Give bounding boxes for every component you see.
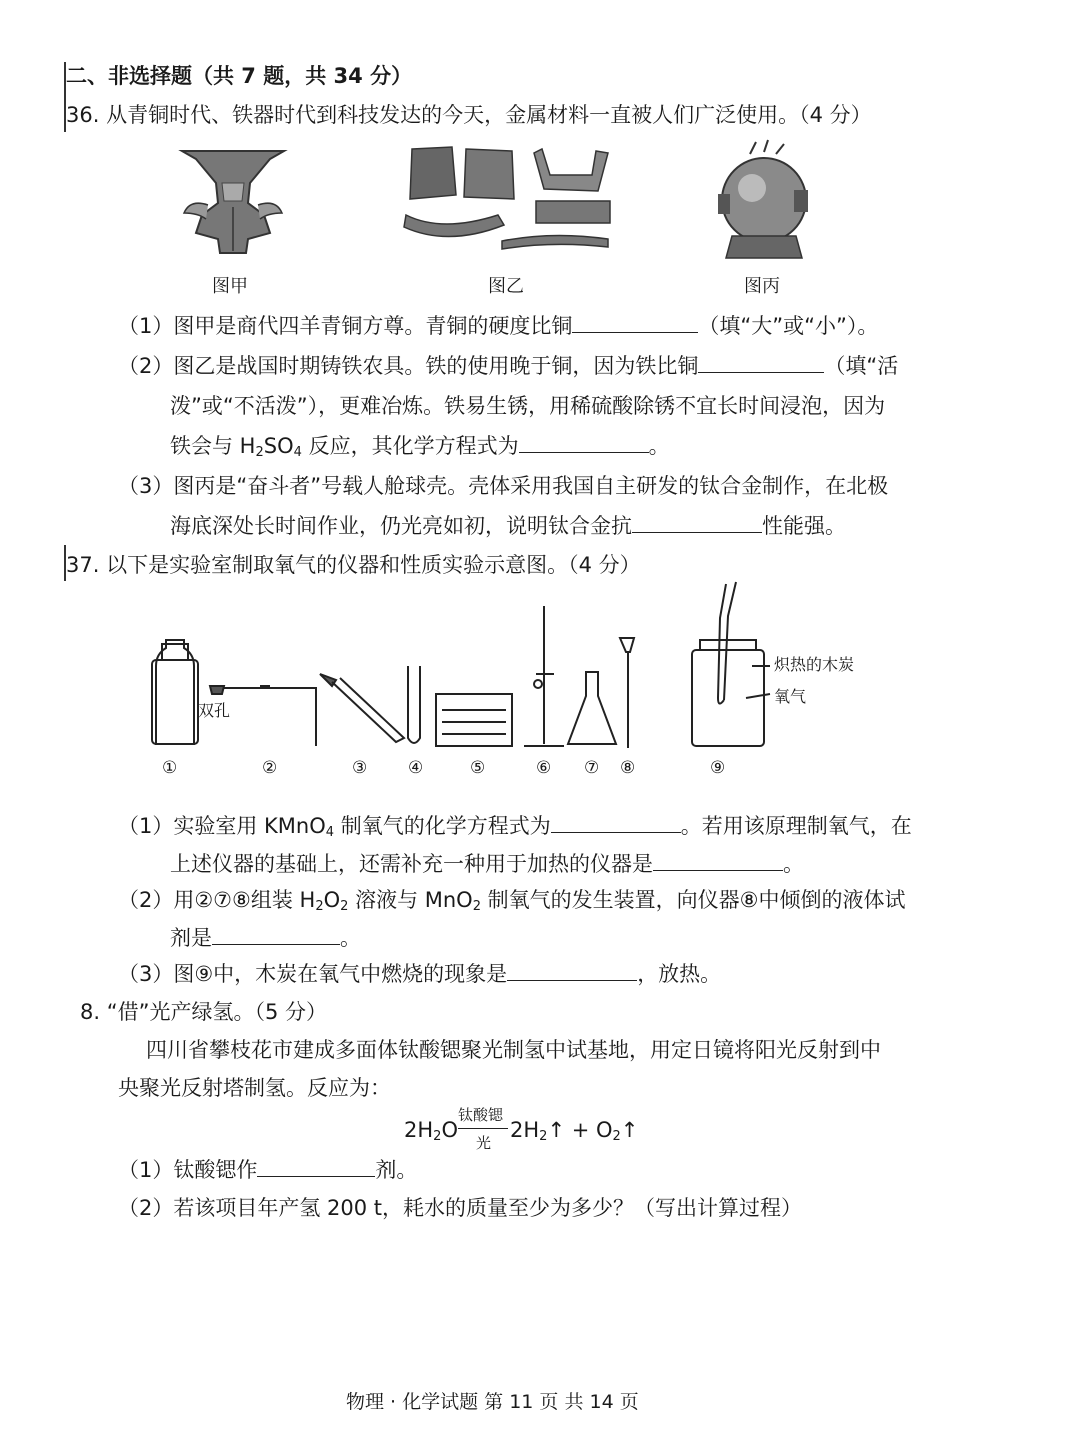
q36-part2-line3: [170, 432, 670, 467]
figure-caption-jia: 图甲: [212, 276, 248, 297]
equation-left: [404, 1116, 458, 1151]
label-double-hole: 双孔: [198, 701, 231, 720]
apparatus-number: ⑧: [620, 758, 636, 778]
q37-part3-text: ，放热。: [637, 962, 722, 986]
apparatus-number: ②: [262, 758, 278, 778]
question-37-stem: 37. 以下是实验室制取氧气的仪器和性质实验示意图。（4 分）: [66, 553, 641, 577]
question-38-stem: 8. “借”光产绿氢。（5 分）: [80, 1000, 328, 1024]
q37-part1-text: 制氧气的化学方程式为: [334, 814, 551, 838]
q36-part3-line2: [170, 512, 846, 540]
apparatus-number: ①: [162, 758, 178, 778]
q37-part3: [118, 960, 721, 988]
answer-blank[interactable]: [212, 926, 340, 945]
answer-blank[interactable]: [572, 314, 698, 333]
subscript: 4: [293, 445, 302, 460]
answer-blank[interactable]: [632, 514, 762, 533]
q36-part2-text: 铁会与 H: [170, 434, 256, 458]
apparatus-diagram: [140, 576, 880, 756]
subscript: 2: [433, 1129, 442, 1144]
equation-text: O: [441, 1118, 458, 1142]
label-oxygen: 氧气: [774, 687, 807, 706]
question-36-stem: 36. 从青铜时代、铁器时代到科技发达的今天，金属材料一直被人们广泛使用。（4 分）: [66, 103, 872, 127]
q37-part2-text: 剂是: [170, 926, 212, 950]
q36-part2-line2: 泼”或“不活泼”），更难冶炼。铁易生锈，用稀硫酸除锈不宜长时间浸泡，因为: [170, 394, 886, 418]
subscript: 2: [255, 445, 264, 460]
answer-blank[interactable]: [698, 354, 824, 373]
subscript: 2: [340, 899, 349, 914]
q38-paragraph-line1: 四川省攀枝花市建成多面体钛酸锶聚光制氢中试基地，用定日镜将阳光反射到中: [146, 1038, 881, 1062]
equation-text: ↑: [620, 1118, 639, 1142]
label-hot-charcoal: 炽热的木炭: [774, 655, 855, 674]
apparatus-number: ④: [408, 758, 424, 778]
answer-blank[interactable]: [551, 814, 681, 833]
answer-blank[interactable]: [653, 852, 783, 871]
q37-part1-text: 。: [783, 852, 804, 876]
subscript: 2: [472, 899, 481, 914]
apparatus-number: ⑦: [584, 758, 600, 778]
q36-part1-text: （1）图甲是商代四羊青铜方尊。青铜的硬度比铜: [118, 314, 573, 338]
q36-part1: [118, 312, 878, 340]
figure-caption-yi: 图乙: [488, 276, 524, 297]
subscript: 2: [539, 1129, 548, 1144]
answer-blank[interactable]: [519, 434, 649, 453]
page-footer: 物理 · 化学试题 第 11 页 共 14 页: [346, 1391, 639, 1413]
q37-part1-line2: [170, 850, 804, 878]
q37-part3-text: （3）图⑨中，木炭在氧气中燃烧的现象是: [118, 962, 508, 986]
q38-part2: （2）若该项目年产氢 200 t，耗水的质量至少为多少？（写出计算过程）: [118, 1196, 803, 1220]
section-title: 二、非选择题（共 7 题，共 34 分）: [66, 64, 413, 88]
q38-paragraph-line2: 央聚光反射塔制氢。反应为：: [118, 1076, 391, 1100]
q37-part2-text: 。: [340, 926, 361, 950]
answer-blank[interactable]: [257, 1158, 375, 1177]
q37-part1-text: （1）实验室用 KMnO: [118, 814, 326, 838]
q37-part2-text: 制氧气的发生装置，向仪器⑧中倾倒的液体试: [481, 888, 906, 912]
q36-part1-hint: （填“大”或“小”）。: [698, 314, 879, 338]
q37-part2-line2: [170, 924, 361, 952]
q36-part2-text: 反应，其化学方程式为: [301, 434, 519, 458]
subscript: 4: [325, 825, 335, 840]
apparatus-number: ⑨: [710, 758, 726, 778]
q36-part3-text: 海底深处长时间作业，仍光亮如初，说明钛合金抗: [170, 514, 632, 538]
equation-condition-top: 钛酸锶: [458, 1106, 504, 1124]
equation-text: 2H: [404, 1118, 434, 1142]
submersible-sphere-figure: [712, 140, 817, 262]
apparatus-number: ③: [352, 758, 368, 778]
q36-part2-text: （2）图乙是战国时期铸铁农具。铁的使用晚于铜，因为铁比铜: [118, 354, 699, 378]
q37-part2-text: （2）用②⑦⑧组装 H: [118, 888, 316, 912]
q38-part1: [118, 1156, 417, 1184]
iron-tools-figure: [402, 143, 617, 258]
q37-part1-text: 。若用该原理制氧气，在: [680, 814, 912, 838]
equation-text: 2H: [510, 1118, 540, 1142]
q36-part2-line1: [118, 352, 898, 380]
answer-blank[interactable]: [507, 962, 637, 981]
q36-part2-text: 。: [648, 434, 670, 458]
equation-right: [510, 1116, 638, 1151]
q36-part2-text: SO: [263, 434, 294, 458]
q37-part2-text: 溶液与 MnO: [348, 888, 473, 912]
q36-part2-hint: （填“活: [824, 354, 899, 378]
equation-arrow-line: [458, 1128, 508, 1129]
subscript: 2: [612, 1129, 621, 1144]
apparatus-number: ⑥: [536, 758, 552, 778]
equation-text: ↑ + O: [547, 1118, 613, 1142]
q36-part3-text: 性能强。: [762, 514, 846, 538]
q37-part2-text: O: [323, 888, 341, 912]
apparatus-number: ⑤: [470, 758, 486, 778]
q36-part3-line1: （3）图丙是“奋斗者”号载人舱球壳。壳体采用我国自主研发的钛合金制作，在北极: [118, 474, 889, 498]
q38-part1-text: （1）钛酸锶作: [118, 1158, 258, 1182]
figure-caption-bing: 图丙: [744, 276, 780, 297]
q37-part2-line1: [118, 886, 906, 921]
q37-part1-line1: [118, 812, 912, 847]
equation-condition-bottom: 光: [476, 1134, 492, 1152]
subscript: 2: [315, 899, 324, 914]
q38-part1-text: 剂。: [375, 1158, 418, 1182]
q37-part1-text: 上述仪器的基础上，还需补充一种用于加热的仪器是: [170, 852, 653, 876]
bronze-zun-figure: [178, 143, 288, 263]
